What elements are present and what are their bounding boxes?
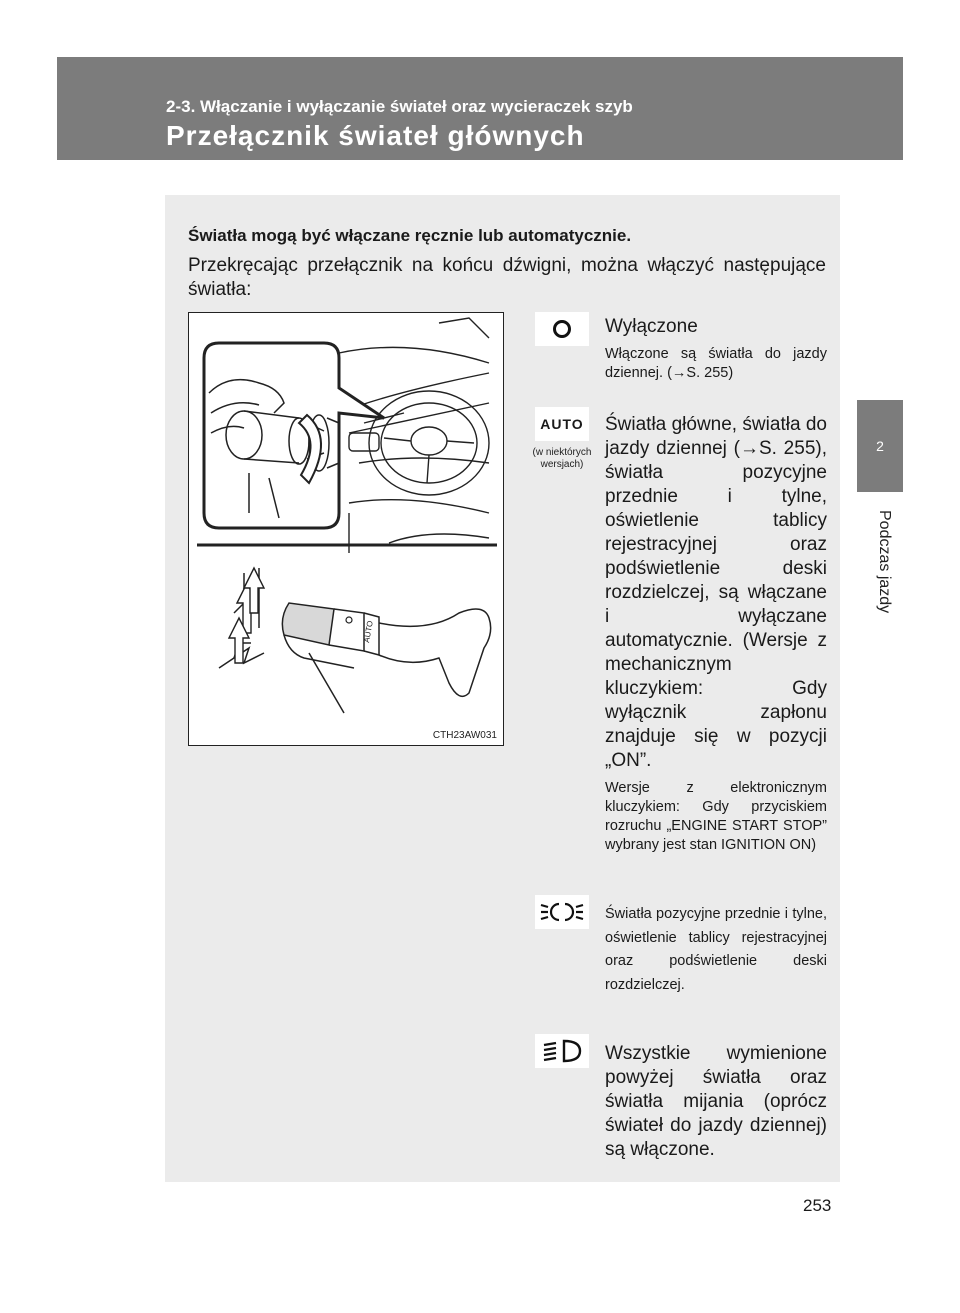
auto-icon: AUTO: [535, 407, 589, 441]
item-auto-text: Światła główne, światła do jazdy dziennej (→S. 255), światła pozycyjne przednie i tylne, oświetlenie tablicy rejestracyjnej oraz podświetlenie deski rozdzielczej, są włączane i wyłączane automatycznie. (Wersje z mechanicznym kluczykiem: Gdy wyłącznik zapłonu znajduje się w pozycji „ON”.: [605, 414, 827, 771]
intro-text: Przekręcając przełącznik na końcu dźwigni, można włączyć następujące światła:: [188, 255, 826, 300]
chapter-tab: 2: [857, 400, 903, 492]
page-header: [57, 57, 903, 160]
intro-bold: Światła mogą być włączane ręcznie lub automatycznie.: [188, 226, 632, 245]
item-auto: [605, 413, 827, 855]
lever-auto-label: AUTO: [362, 620, 375, 644]
section-title: 2-3. Włączanie i wyłączanie świateł oraz wycieraczek szyb: [166, 97, 633, 116]
chapter-label: Podczas jazdy: [876, 510, 893, 614]
item-off: [605, 315, 827, 383]
item-off-title: Wyłączone: [605, 316, 698, 337]
light-switch-figure: [188, 312, 504, 746]
headlight-icon: [535, 1034, 589, 1068]
item-parking-text: Światła pozycyjne przednie i tylne, oświetlenie tablicy rejestracyjnej oraz podświetlenie deski rozdzielczej.: [605, 906, 827, 993]
auto-version-note: (w niektórych wersjach): [532, 447, 592, 470]
item-parking: [605, 903, 827, 997]
page-number: 253: [803, 1196, 832, 1215]
parking-lights-icon: [535, 895, 589, 929]
figure-code: CTH23AW031: [432, 730, 497, 741]
item-headlight-text: Wszystkie wymienione powyżej światła oraz światła mijania (oprócz świateł do jazdy dziennej) są włączone.: [605, 1043, 827, 1160]
item-headlight: [605, 1042, 827, 1162]
content-panel: [165, 195, 840, 1182]
page-title: Przełącznik świateł głównych: [166, 120, 585, 151]
light-switch-illustration: [189, 313, 504, 746]
item-auto-note: Wersje z elektronicznym kluczykiem: Gdy przyciskiem rozruchu „ENGINE START STOP” wybrany jest stan IGNITION ON): [605, 780, 827, 853]
off-position-icon: [535, 312, 589, 346]
item-off-note: Włączone są światła do jazdy dziennej. (→S. 255): [605, 346, 827, 381]
